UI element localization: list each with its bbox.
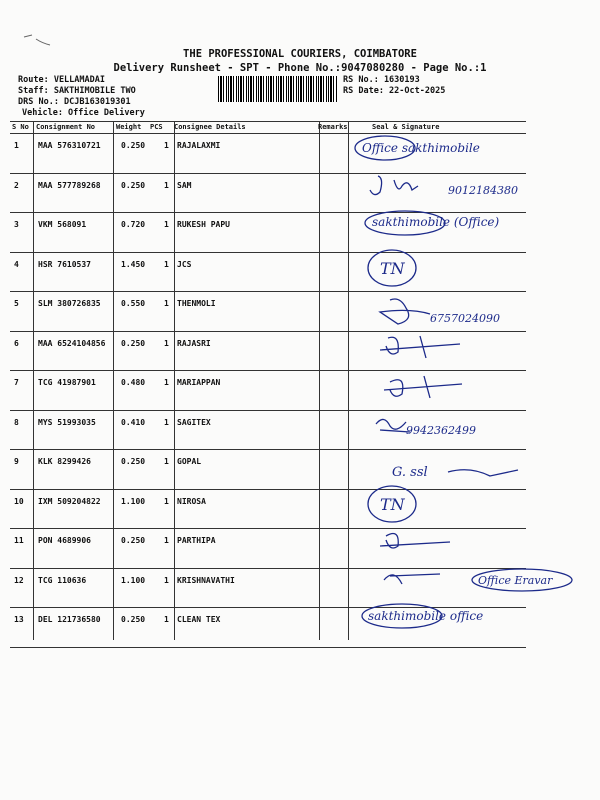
row-weight: 1.100 [121,575,146,585]
row-pcs: 1 [164,338,169,348]
row-consignee: MARIAPPAN [177,378,221,387]
row-sno: 2 [14,180,19,190]
signature-text: 6757024090 [430,312,500,325]
rs-number: RS No.: 1630193 [343,75,420,85]
row-weight: 0.720 [121,220,146,229]
row-sno: 8 [14,417,19,427]
signature-text: Office Eravar [478,574,553,587]
row-sno: 5 [14,299,19,308]
header-consignee: Consignee Details [174,123,246,131]
row-sno: 7 [14,378,19,387]
barcode [218,76,338,102]
handwritten-signatures [350,128,590,640]
row-consignment-no: TCG 41987901 [38,378,96,387]
drs-label: DRS No.: DCJB163019301 [18,97,131,107]
signature-text: TN [380,495,405,514]
row-weight: 0.250 [121,536,146,545]
row-consignment-no: PON 4689906 [38,536,91,545]
row-consignee: THENMOLI [177,299,216,308]
row-consignee: PARTHIPA [177,536,216,545]
row-consignee: GOPAL [177,457,202,466]
row-consignee: SAM [177,180,192,190]
row-consignment-no: TCG 110636 [38,575,87,585]
row-consignment-no: KLK 8299426 [38,457,91,466]
row-consignment-no: SLM 380726835 [38,299,101,308]
row-weight: 0.480 [121,378,146,387]
row-pcs: 1 [164,141,169,150]
row-pcs: 1 [164,496,169,506]
company-title: THE PROFESSIONAL COURIERS, COIMBATORE [183,48,417,60]
row-consignment-no: DEL 121736580 [38,615,101,624]
row-consignee: RUKESH PAPU [177,220,230,229]
row-pcs: 1 [164,575,169,585]
rs-date: RS Date: 22-Oct-2025 [343,86,446,96]
row-sno: 6 [14,338,19,348]
header-seal: Seal & Signature [372,123,440,131]
signature-text: 9012184380 [448,184,518,197]
row-pcs: 1 [164,299,169,308]
header-sno: S No [12,123,29,131]
row-sno: 3 [14,220,19,229]
row-consignee: JCS [177,259,192,269]
row-sno: 4 [14,259,19,269]
row-consignee: RAJASRI [177,338,211,348]
header-consignment: Consignment No [36,123,96,131]
signature-text: TN [380,259,405,278]
row-consignee: SAGITEX [177,417,211,427]
row-weight: 0.250 [121,457,146,466]
route-label: Route: VELLAMADAI [18,75,105,85]
row-sno: 10 [14,496,24,506]
row-weight: 0.250 [121,141,146,150]
staff-label: Staff: SAKTHIMOBILE TWO [18,86,136,96]
row-pcs: 1 [164,180,169,190]
row-pcs: 1 [164,536,169,545]
row-pcs: 1 [164,259,169,269]
signature-text: 9942362499 [406,424,476,437]
row-pcs: 1 [164,378,169,387]
row-sno: 11 [14,536,24,545]
row-weight: 0.550 [121,299,146,308]
row-consignment-no: VKM 568091 [38,220,87,229]
row-pcs: 1 [164,220,169,229]
row-consignee: KRISHNAVATHI [177,575,235,585]
header-remarks: Remarks [318,123,348,131]
row-consignee: RAJALAXMI [177,141,221,150]
row-sno: 13 [14,615,24,624]
row-weight: 0.410 [121,417,146,427]
row-consignment-no: MAA 577789268 [38,180,101,190]
signature-text: sakthimobile office [368,609,484,623]
runsheet-subtitle: Delivery Runsheet - SPT - Phone No.:9047080280 - Page No.:1 [113,62,487,74]
row-weight: 1.100 [121,496,146,506]
row-weight: 1.450 [121,259,146,269]
row-sno: 12 [14,575,24,585]
row-pcs: 1 [164,417,169,427]
vehicle-label: Vehicle: Office Delivery [22,108,145,118]
row-sno: 1 [14,141,19,150]
row-weight: 0.250 [121,180,146,190]
header-weight: Weight [116,123,142,131]
signature-text: sakthimobile (Office) [372,215,500,229]
row-consignee: CLEAN TEX [177,615,221,624]
row-consignment-no: MAA 576310721 [38,141,101,150]
header-pcs: PCS [150,123,163,131]
row-pcs: 1 [164,457,169,466]
row-weight: 0.250 [121,338,146,348]
row-consignment-no: IXM 509204822 [38,496,101,506]
row-consignment-no: MYS 51993035 [38,417,96,427]
signature-text: Office sakthimobile [362,141,480,155]
row-consignee: NIROSA [177,496,206,506]
signature-text: G. ssl [392,465,428,480]
row-pcs: 1 [164,615,169,624]
row-consignment-no: MAA 6524104856 [38,338,106,348]
row-consignment-no: HSR 7610537 [38,259,91,269]
row-weight: 0.250 [121,615,146,624]
row-sno: 9 [14,457,19,466]
